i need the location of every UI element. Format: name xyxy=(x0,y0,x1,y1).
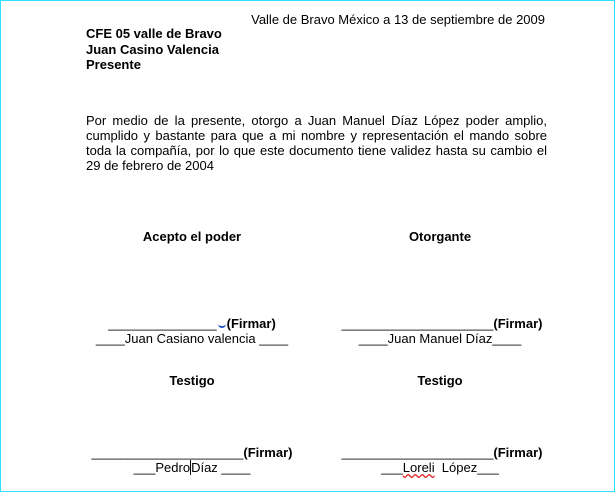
testigo2-name-prefix: ___ xyxy=(381,460,403,475)
acepto-underline: _______________ xyxy=(108,316,217,331)
otorgante-heading: Otorgante xyxy=(408,229,472,244)
testigo1-firmar-label: (Firmar) xyxy=(243,445,293,460)
otorgante-signature-line xyxy=(335,316,549,331)
testigo2-firmar-label: (Firmar) xyxy=(493,445,543,460)
acepto-signature-line xyxy=(87,316,297,331)
otorgante-underline: _____________________ xyxy=(341,316,494,331)
testigo2-signature-line xyxy=(335,445,549,460)
testigo1-name-prefix: ___Pedro xyxy=(133,460,191,475)
otorgante-firmar-label: (Firmar) xyxy=(493,316,543,331)
addressee-line-1: CFE 05 valle de Bravo xyxy=(86,26,222,41)
otorgante-name: ____Juan Manuel Díaz____ xyxy=(358,331,522,346)
testigo2-underline: _____________________ xyxy=(341,445,494,460)
testigo2-name-suffix: López___ xyxy=(434,460,499,475)
testigo1-heading: Testigo xyxy=(169,373,215,388)
addressee-block xyxy=(86,26,222,73)
testigo1-underline: _____________________ xyxy=(91,445,244,460)
body-paragraph: Por medio de la presente, otorgo a Juan Manuel Díaz López poder amplio, cumplido y bastante para que a mi nombre y representación el mando sobre toda la compañía, por lo que este documento tiene validez hasta su cambio el 29 de febrero de 2004 xyxy=(86,113,547,173)
acepto-firmar-label: (Firmar) xyxy=(226,316,276,331)
testigo2-name xyxy=(335,460,545,475)
acepto-heading: Acepto el poder xyxy=(142,229,242,244)
testigo1-signature-line xyxy=(87,445,297,460)
testigo1-name xyxy=(87,460,297,475)
addressee-line-2: Juan Casino Valencia xyxy=(86,41,219,57)
testigo1-name-suffix: Díaz ____ xyxy=(191,460,251,475)
acepto-name: ____Juan Casiano valencia ____ xyxy=(95,331,289,346)
testigo2-heading: Testigo xyxy=(417,373,463,388)
testigo2-name-misspelled[interactable]: Loreli xyxy=(402,460,435,475)
date-line: Valle de Bravo México a 13 de septiembre de 2009 xyxy=(251,12,545,27)
addressee-line-3: Presente xyxy=(86,57,141,72)
grammar-mark xyxy=(218,322,226,328)
